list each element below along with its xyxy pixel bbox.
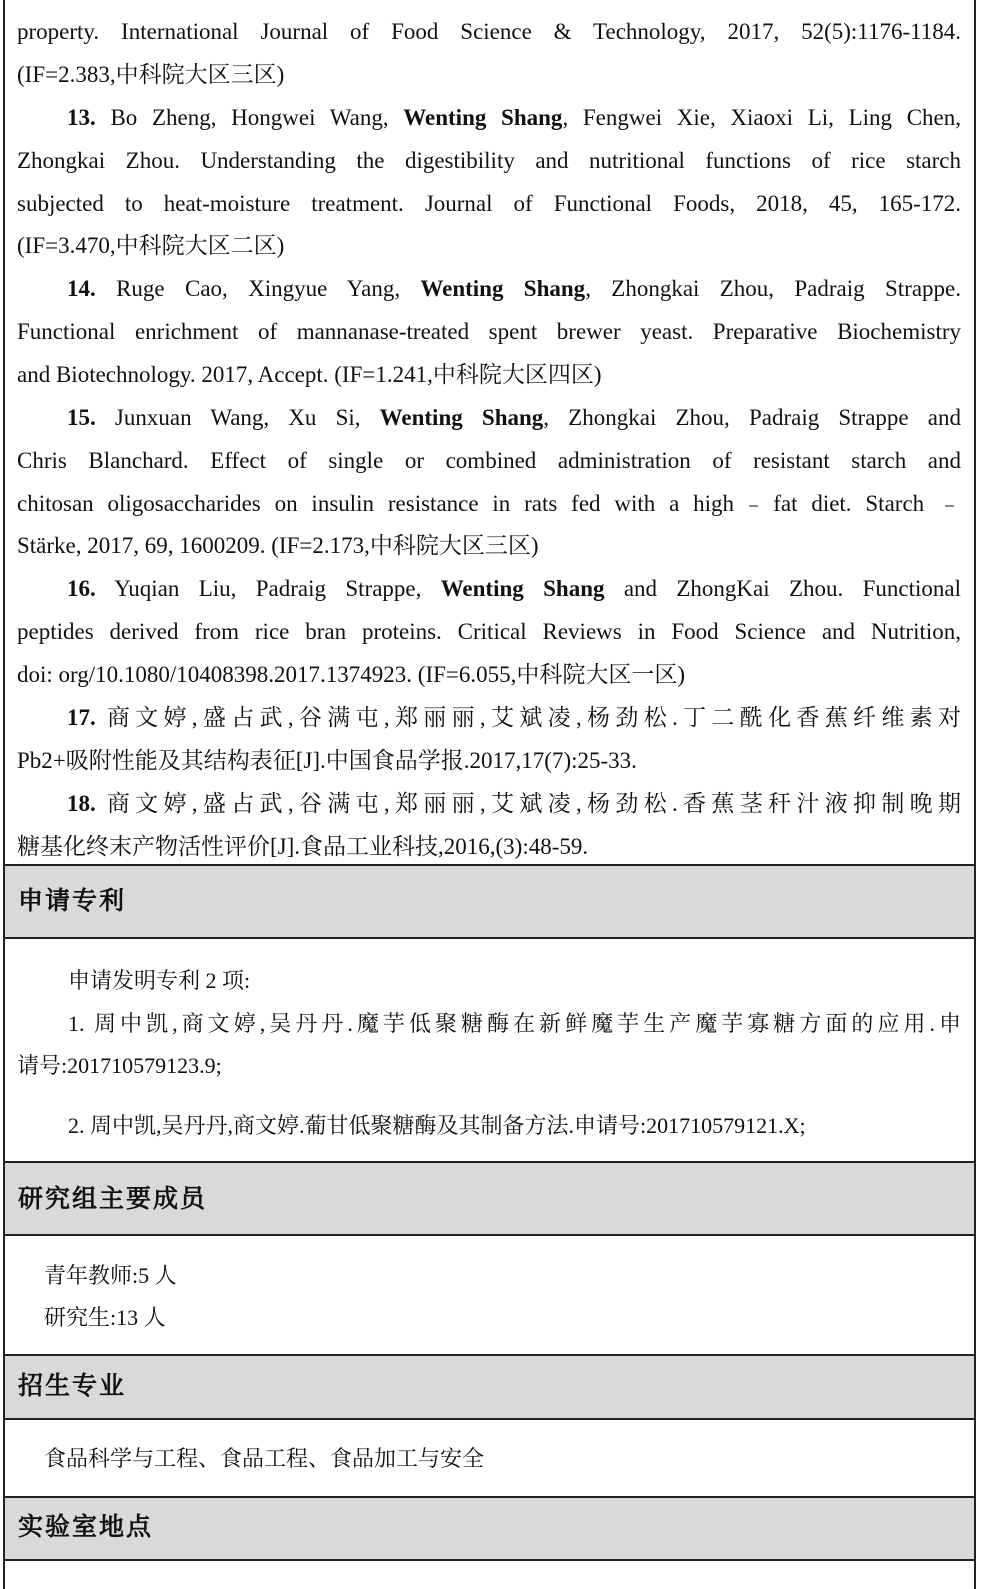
publication-authors: Ruge Cao, Xingyue Yang, (116, 276, 421, 301)
divider (3, 864, 976, 866)
publication-line: Functional enrichment of mannanase-treated spent brewer yeast. Preparative Biochemistry (17, 319, 961, 344)
publication-number: 15. (67, 405, 96, 430)
publication-line: Zhongkai Zhou. Understanding the digestibility and nutritional functions of rice starch (17, 148, 961, 173)
publication-number: 17. (67, 705, 96, 730)
publication-line: subjected to heat-moisture treatment. Journal of Functional Foods, 2018, 45, 165-172. (17, 191, 961, 216)
publication-authors: Yuqian Liu, Padraig Strappe, (114, 576, 441, 601)
publication-authors: and ZhongKai Zhou. Functional (604, 576, 961, 601)
publication-line: property. International Journal of Food Science & Technology, 2017, 52(5):1176-1184. (17, 19, 961, 44)
highlighted-author: Wenting Shang (440, 576, 605, 601)
divider (3, 1559, 976, 1561)
publication-line: (IF=2.383,中科院大区三区) (17, 62, 285, 87)
publication-line: peptides derived from rice bran proteins. Critical Reviews in Food Science and Nutrition, (17, 619, 961, 644)
highlighted-author: Wenting Shang (420, 276, 586, 301)
publication-line: and Biotechnology. 2017, Accept. (IF=1.241,中科院大区四区) (17, 362, 602, 387)
highlighted-author: Wenting Shang (403, 105, 563, 130)
publication-number: 14. (67, 276, 96, 301)
publication-line (67, 789, 961, 819)
publication-number: 18. (67, 791, 96, 816)
section-title-members: 研究组主要成员 (18, 1186, 208, 1213)
publication-line (67, 574, 961, 604)
highlighted-author: Wenting Shang (379, 405, 544, 430)
patent-item-1-line2: 请号:201710579123.9; (17, 1053, 222, 1078)
publication-line (67, 703, 961, 733)
publication-line (67, 274, 961, 304)
publication-authors: , Zhongkai Zhou, Padraig Strappe and (543, 405, 961, 430)
publication-line: Stärke, 2017, 69, 1600209. (IF=2.173,中科院大区三区) (17, 533, 539, 558)
publication-authors: Junxuan Wang, Xu Si, (114, 405, 380, 430)
publication-number: 13. (67, 105, 96, 130)
patent-item-1-line1: 1. 周中凯,商文婷,吴丹丹.魔芋低聚糖酶在新鲜魔芋生产魔芋寡糖方面的应用.申 (68, 1011, 961, 1036)
publication-line: chitosan oligosaccharides on insulin resistance in rats fed with a high﹣fat diet. Starch ﹣ (17, 491, 961, 516)
publication-number: 16. (67, 576, 96, 601)
publication-line: 糖基化终末产物活性评价[J].食品工业科技,2016,(3):48-59. (17, 834, 589, 859)
members-teachers: 青年教师:5 人 (44, 1263, 177, 1288)
divider (3, 1234, 976, 1236)
divider (3, 1354, 976, 1356)
divider (3, 937, 976, 939)
publication-authors: , Zhongkai Zhou, Padraig Strappe. (585, 276, 961, 301)
divider (3, 1496, 976, 1498)
members-students: 研究生:13 人 (44, 1305, 166, 1330)
publication-line: (IF=3.470,中科院大区二区) (17, 233, 285, 258)
publication-line: Chris Blanchard. Effect of single or combined administration of resistant starch and (17, 448, 961, 473)
majors-text: 食品科学与工程、食品工程、食品加工与安全 (44, 1446, 485, 1471)
divider (3, 1161, 976, 1163)
publication-authors: Bo Zheng, Hongwei Wang, (110, 105, 404, 130)
divider (3, 1418, 976, 1420)
publication-text: 商文婷,盛占武,谷满屯,郑丽丽,艾斌凌,杨劲松.香蕉茎秆汁液抑制晚期 (106, 791, 961, 816)
publication-authors: , Fengwei Xie, Xiaoxi Li, Ling Chen, (562, 105, 961, 130)
section-title-patents: 申请专利 (18, 888, 127, 915)
patent-item-2: 2. 周中凯,吴丹丹,商文婷.葡甘低聚糖酶及其制备方法.申请号:201710579121.X; (68, 1113, 806, 1138)
publication-line: Pb2+吸附性能及其结构表征[J].中国食品学报.2017,17(7):25-33. (17, 748, 637, 773)
publication-line (67, 103, 961, 133)
section-title-lab: 实验室地点 (18, 1514, 154, 1541)
publication-text: 商文婷,盛占武,谷满屯,郑丽丽,艾斌凌,杨劲松.丁二酰化香蕉纤维素对 (106, 705, 961, 730)
patent-intro: 申请发明专利 2 项: (68, 968, 251, 993)
publication-line (67, 403, 961, 433)
publication-line: doi: org/10.1080/10408398.2017.1374923. (IF=6.055,中科院大区一区) (17, 662, 686, 687)
section-title-majors: 招生专业 (18, 1373, 127, 1400)
